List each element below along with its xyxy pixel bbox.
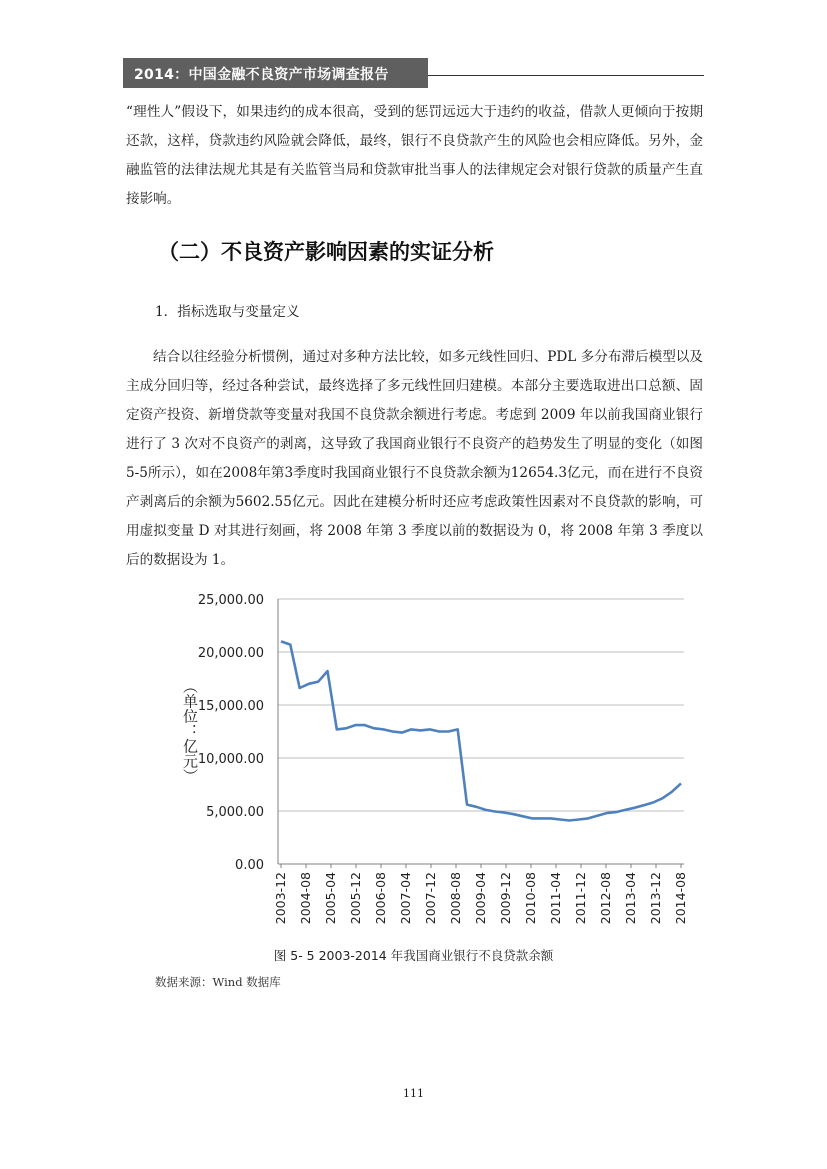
header-title: 2014：中国金融不良资产市场调查报告 — [134, 67, 389, 83]
paragraph-2-text: 结合以往经验分析惯例，通过对多种方法比较，如多元线性回归、PDL 多分布滞后模型以及主成分回归等，经过各种尝试，最终选择了多元线性回归建模。本部分主要选取进出口总额、固定资产投资、新增贷款等变量对我国不良贷款余额进行考虑。考虑到 2009 年以前我国商业银行进行了 3 次对不良资产的剥离，这导致了我国商业银行不良资产的趋势发生了明显的变化（如图5-5所示），如在2008年第3季度时我国商业银行不良贷款余额为12654.3亿元，而在进行不良资产剥离后的余额为5602.55亿元。因此在建模分析时还应考虑政策性因素对不良贷款的影响，可用虚拟变量 D 对其进行刻画，将 2008 年第 3 季度以前的数据设为 0，将 2008 年第 3 季度以后的数据设为 1。 — [126, 349, 703, 568]
x-tick-label: 2010-08 — [523, 872, 538, 925]
paragraph-2 — [126, 343, 703, 575]
x-tick-label: 2013-12 — [648, 872, 663, 925]
subsection-heading: 1．指标选取与变量定义 — [155, 304, 300, 320]
y-tick-label: 15,000.00 — [197, 699, 264, 714]
x-tick-label: 2011-12 — [573, 872, 588, 925]
y-tick-label: 20,000.00 — [197, 646, 264, 661]
y-tick-label: 0.00 — [235, 858, 264, 873]
header-rule — [428, 75, 704, 76]
npl-balance-chart — [160, 585, 700, 937]
x-tick-label: 2007-12 — [423, 872, 438, 925]
x-tick-label: 2011-04 — [548, 872, 563, 925]
x-tick-label: 2003-12 — [273, 872, 288, 925]
y-tick-label: 10,000.00 — [197, 752, 264, 767]
x-tick-label: 2005-12 — [348, 872, 363, 925]
data-source: 数据来源：Wind 数据库 — [155, 975, 281, 989]
y-tick-label: 25,000.00 — [197, 593, 264, 608]
paragraph-1 — [126, 98, 703, 214]
x-tick-label: 2014-08 — [673, 872, 688, 925]
x-tick-label: 2012-08 — [598, 872, 613, 925]
section-title: （二）不良资产影响因素的实证分析 — [158, 240, 494, 264]
x-tick-label: 2008-08 — [448, 872, 463, 925]
x-tick-label: 2005-04 — [323, 872, 338, 925]
figure-caption: 图 5- 5 2003-2014 年我国商业银行不良贷款余额 — [273, 948, 554, 963]
paragraph-1-text: “理性人”假设下，如果违约的成本很高，受到的惩罚远远大于违约的收益，借款人更倾向于按期还款，这样，贷款违约风险就会降低，最终，银行不良贷款产生的风险也会相应降低。另外，金融监管的法律法规尤其是有关监管当局和贷款审批当事人的法律规定会对银行贷款的质量产生直接影响。 — [126, 104, 703, 207]
x-tick-label: 2009-12 — [498, 872, 513, 925]
y-tick-label: 5,000.00 — [206, 805, 264, 820]
x-tick-label: 2013-04 — [623, 872, 638, 925]
npl-series-line — [281, 641, 681, 820]
x-tick-label: 2004-08 — [298, 872, 313, 925]
y-axis-label: （单位：亿元） — [181, 678, 199, 784]
x-tick-label: 2006-08 — [373, 872, 388, 925]
x-tick-label: 2009-04 — [473, 872, 488, 925]
x-tick-label: 2007-04 — [398, 872, 413, 925]
page-number: 111 — [403, 1087, 424, 1100]
